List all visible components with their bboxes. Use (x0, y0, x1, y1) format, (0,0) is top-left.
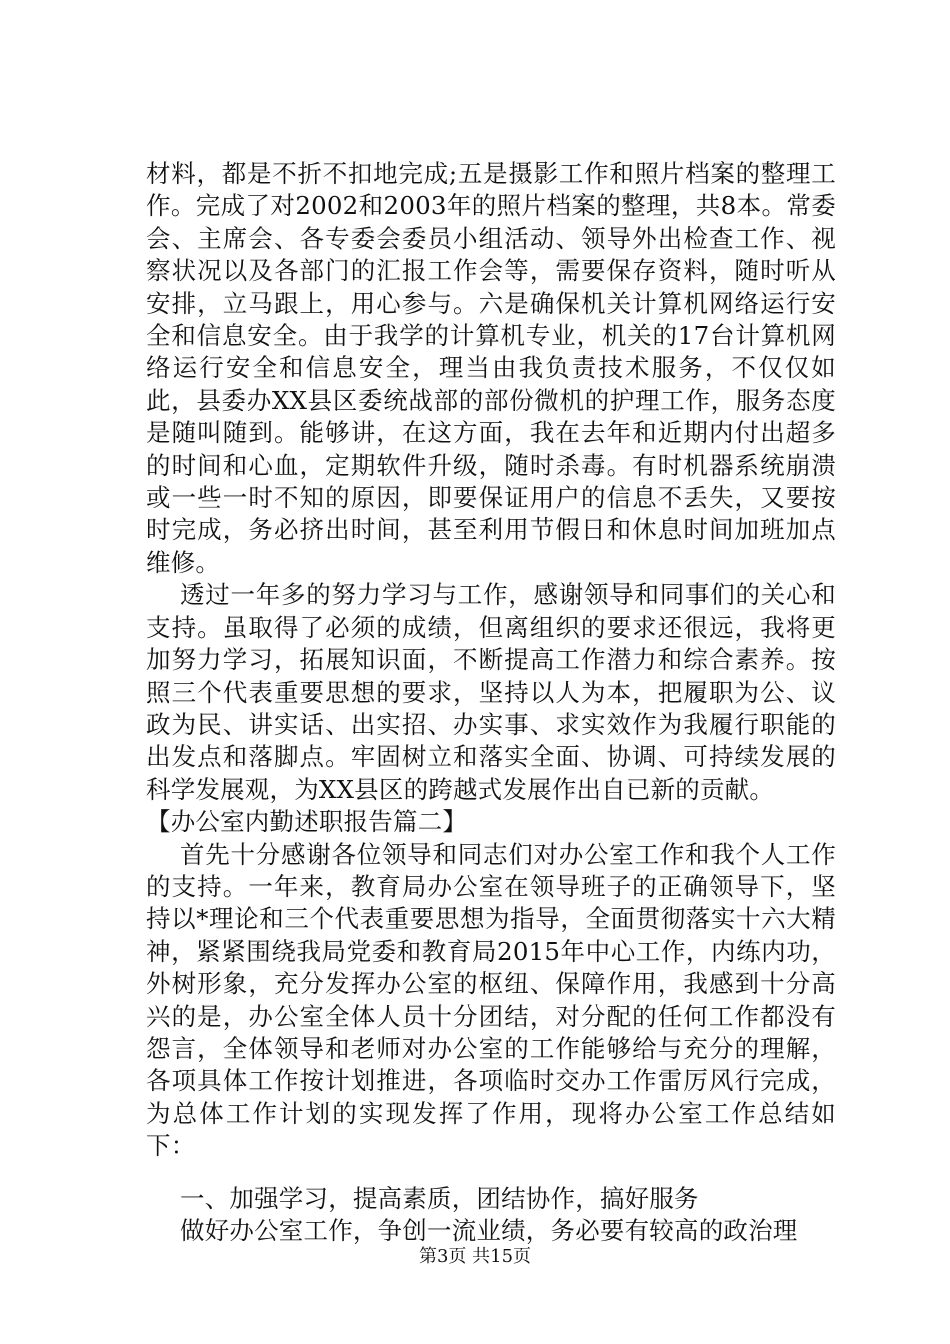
paragraph-part-two-intro: 首先十分感谢各位领导和同志们对办公室工作和我个人工作的支持。一年来，教育局办公室在领导班子的正确领导下，坚持以*理论和三个代表重要思想为指导，全面贯彻落实十六大精神，紧紧围绕我局党委和教育局2015年中心工作，内练内功，外树形象，充分发挥办公室的枢纽、保障作用，我感到十分高兴的是，办公室全体人员十分团结，对分配的任何工作都没有怨言，全体领导和老师对办公室的工作能够给与充分的理解，各项具体工作按计划推进，各项临时交办工作雷厉风行完成，为总体工作计划的实现发挥了作用，现将办公室工作总结如下： (146, 839, 836, 1161)
paragraph-summary: 透过一年多的努力学习与工作，感谢领导和同事们的关心和支持。虽取得了必须的成绩，但离组织的要求还很远，我将更加努力学习，拓展知识面，不断提高工作潜力和综合素养。按照三个代表重要思想的要求，坚持以人为本，把履职为公、议政为民、讲实话、出实招、办实事、求实效作为我履行职能的出发点和落脚点。牢固树立和落实全面、协调、可持续发展的科学发展观，为XX县区的跨越式发展作出自已新的贡献。 (146, 580, 836, 804)
document-body (146, 158, 836, 1247)
page-footer: 第3页 共15页 (418, 1246, 532, 1267)
paragraph-section-1-start: 做好办公室工作，争创一流业绩，务必要有较高的政治理 (180, 1216, 798, 1245)
report-part-two-heading: 【办公室内勤述职报告篇二】 (146, 807, 468, 837)
paragraph-continuation: 材料，都是不折不扣地完成;五是摄影工作和照片档案的整理工作。完成了对2002和2003年的照片档案的整理，共8本。常委会、主席会、各专委会委员小组活动、领导外出检查工作、视察状况以及各部门的汇报工作会等，需要保存资料，随时听从安排，立马跟上，用心参与。六是确保机关计算机网络运行安全和信息安全。由于我学的计算机专业，机关的17台计算机网络运行安全和信息安全，理当由我负责技术服务，不仅仅如此，县委办XX县区委统战部的部份微机的护理工作，服务态度是随叫随到。能够讲，在这方面，我在去年和近期内付出超多的时间和心血，定期软件升级，随时杀毒。有时机器系统崩溃或一些一时不知的原因，即要保证用户的信息不丢失，又要按时完成，务必挤出时间，甚至利用节假日和休息时间加班加点维修。 (146, 159, 836, 577)
paragraph-gap (146, 1163, 836, 1183)
section-heading-1: 一、加强学习，提高素质，团结协作，搞好服务 (180, 1183, 699, 1213)
